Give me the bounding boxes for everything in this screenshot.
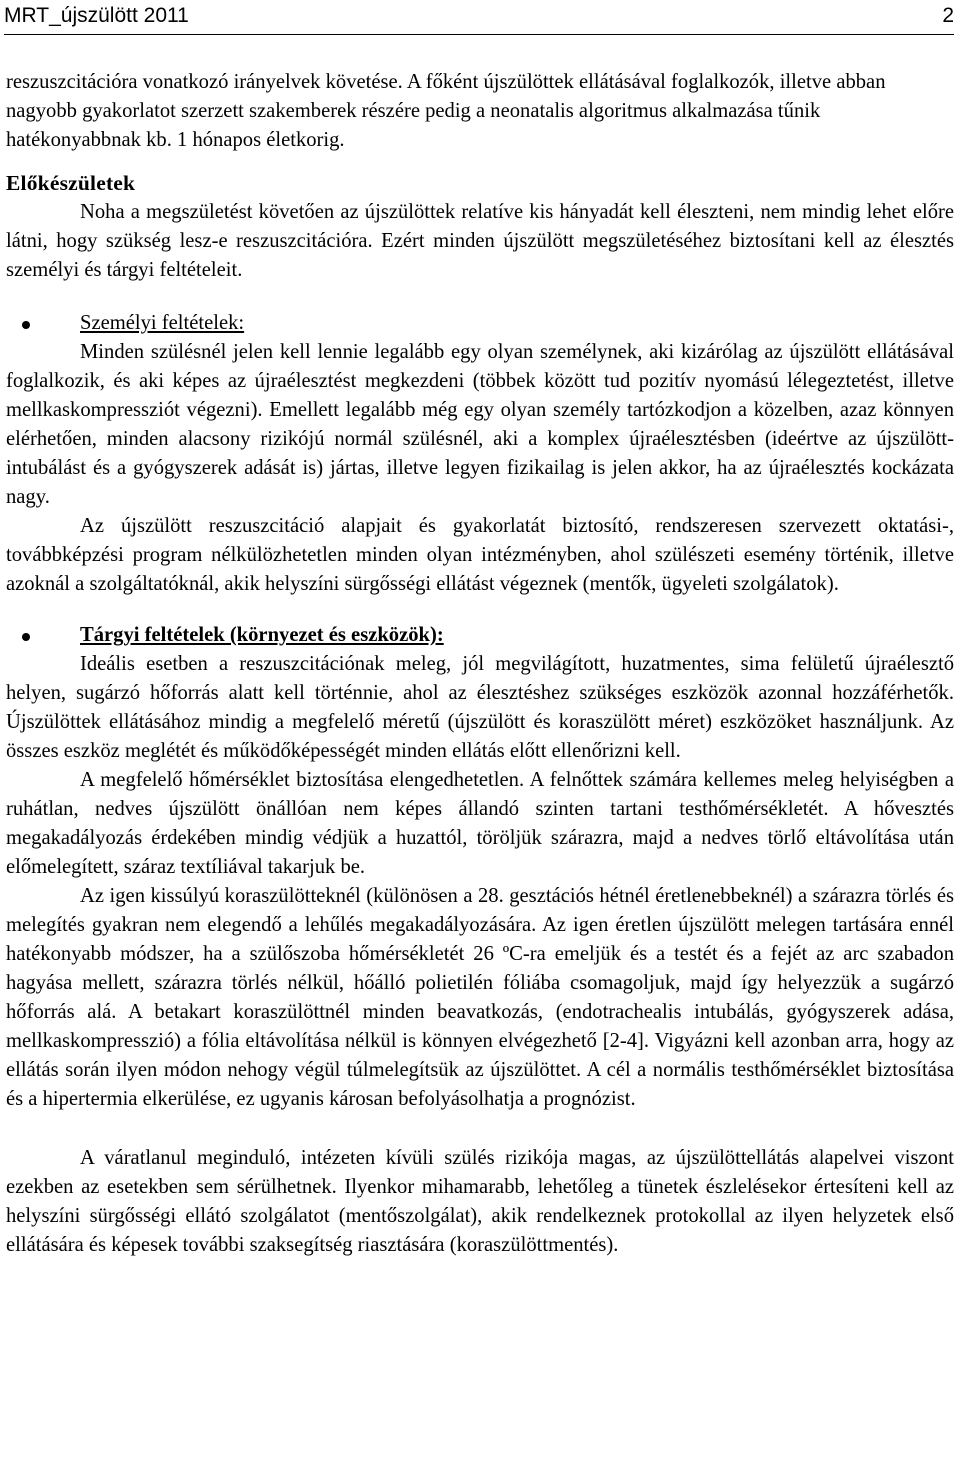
bullet-icon [22, 633, 30, 641]
section-heading-preparations: Előkészületek [6, 171, 136, 195]
header-divider [4, 34, 954, 35]
bullet-personal-conditions [6, 309, 954, 338]
intro-paragraph: reszuszcitációra vonatkozó irányelvek követése. A főként újszülöttek ellátásával foglalkozók, illetve abban nagyobb gyakorlatot szerzett szakemberek részére pedig a neonatalis algoritmus alkalmazása tűnik hatékonyabbnak kb. 1 hónapos életkorig. [6, 71, 886, 151]
material-paragraph-4: A váratlanul meginduló, intézeten kívüli szülés rizikója magas, az újszülöttellátás alapelvei viszont ezekben az esetekben sem sérülhetnek. Ilyenkor mihamarabb, lehetőleg a tünetek észlelésekor értesíteni kell az helyszíni sürgősségi ellátó szolgálatot (mentőszolgálat), akik rendelkeznek protokollal az ilyen helyzetek első ellátására és képesek további szaksegítség riasztására (koraszülöttmentés). [6, 1147, 954, 1256]
material-paragraph-1: Ideális esetben a reszuszcitációnak meleg, jól megvilágított, huzatmentes, sima felületű újraélesztő helyen, sugárzó hőforrás alatt kell történnie, ahol az élesztéshez szükséges eszközök azonnal hozzáférhetők. Újszülöttek ellátásához mindig a megfelelő méretű (újszülött és koraszülött méret) eszközöket használjunk. Az összes eszköz meglétét és működőképességét minden ellátás előtt ellenőrizni kell. [6, 653, 954, 762]
personal-conditions-heading: Személyi feltételek: [80, 312, 245, 334]
document-title: MRT_újszülött 2011 [4, 4, 189, 27]
page-body [6, 68, 954, 1260]
preparations-paragraph: Noha a megszületést követően az újszülöttek relatíve kis hányadát kell éleszteni, nem mindig lehet előre látni, hogy szükség lesz-e reszuszcitációra. Ezért minden újszülött megszületéséhez biztosítani kell az élesztés személyi és tárgyi feltételeit. [6, 201, 954, 281]
personal-paragraph-1: Minden szülésnél jelen kell lennie legalább egy olyan személynek, aki kizárólag az újszülött ellátásával foglalkozik, és aki képes az újraélesztést megkezdeni (többek között tud pozitív nyomású lélegeztetést, illetve mellkaskompressziót végezni). Emellett legalább még egy olyan személy tartózkodjon a közelben, azaz könnyen elérhetően, minden alacsony rizikójú normál szülésnél, aki a komplex újraélesztésben (ideértve az újszülött-intubálást és a gyógyszerek adását is) jártas, illetve legyen fizikailag is jelen akkor, ha az újraélesztés kockázata nagy. [6, 341, 954, 508]
material-paragraph-3: Az igen kissúlyú koraszülötteknél (különösen a 28. gesztációs hétnél éretlenebbeknél) a szárazra törlés és melegítés gyakran nem elegendő a lehűlés megakadályozására. Az igen éretlen újszülött melegen tartására ennél hatékonyabb módszer, ha a szülőszoba hőmérsékletét 26 ºC-ra emeljük és a testét és a fejét az arc szabadon hagyása mellett, szárazra törlés nélkül, hőálló polietilén fóliába csomagoljuk, majd így helyezzük a sugárzó hőforrás alá. A betakart koraszülöttnél minden beavatkozás, (endotrachealis intubálás, gyógyszerek adása, mellkaskompresszió) a fólia eltávolítása nélkül is könnyen elvégezhető [2-4]. Vigyázni kell azonban arra, hogy az ellátás során ilyen módon nehogy végül túlmelegítsük az újszülöttet. A cél a normális testhőmérséklet biztosítása és a hipertermia elkerülése, ez ugyanis károsan befolyásolhatja a prognózist. [6, 885, 954, 1110]
personal-paragraph-2: Az újszülött reszuszcitáció alapjait és gyakorlatát biztosító, rendszeresen szervezett oktatási-, továbbképzési program nélkülözhetetlen minden olyan intézményben, ahol szülészeti esemény történik, illetve azoknál a szolgáltatóknál, akik helyszíni sürgősségi ellátást végeznek (mentők, ügyeleti szolgálatok). [6, 515, 954, 595]
bullet-icon [22, 321, 30, 329]
page-number: 2 [942, 4, 954, 27]
page-header [4, 0, 954, 40]
material-conditions-heading: Tárgyi feltételek (környezet és eszközök): [80, 624, 444, 646]
material-paragraph-2: A megfelelő hőmérséklet biztosítása elengedhetetlen. A felnőttek számára kellemes meleg helyiségben a ruhátlan, nedves újszülött önállóan nem képes állandó szinten tartani testhőmérsékletét. A hővesztés megakadályozás érdekében mindig védjük a huzattól, töröljük szárazra, majd a nedves törlő eltávolítása után előmelegített, száraz textíliával takarjuk be. [6, 769, 954, 878]
bullet-material-conditions [6, 621, 954, 650]
